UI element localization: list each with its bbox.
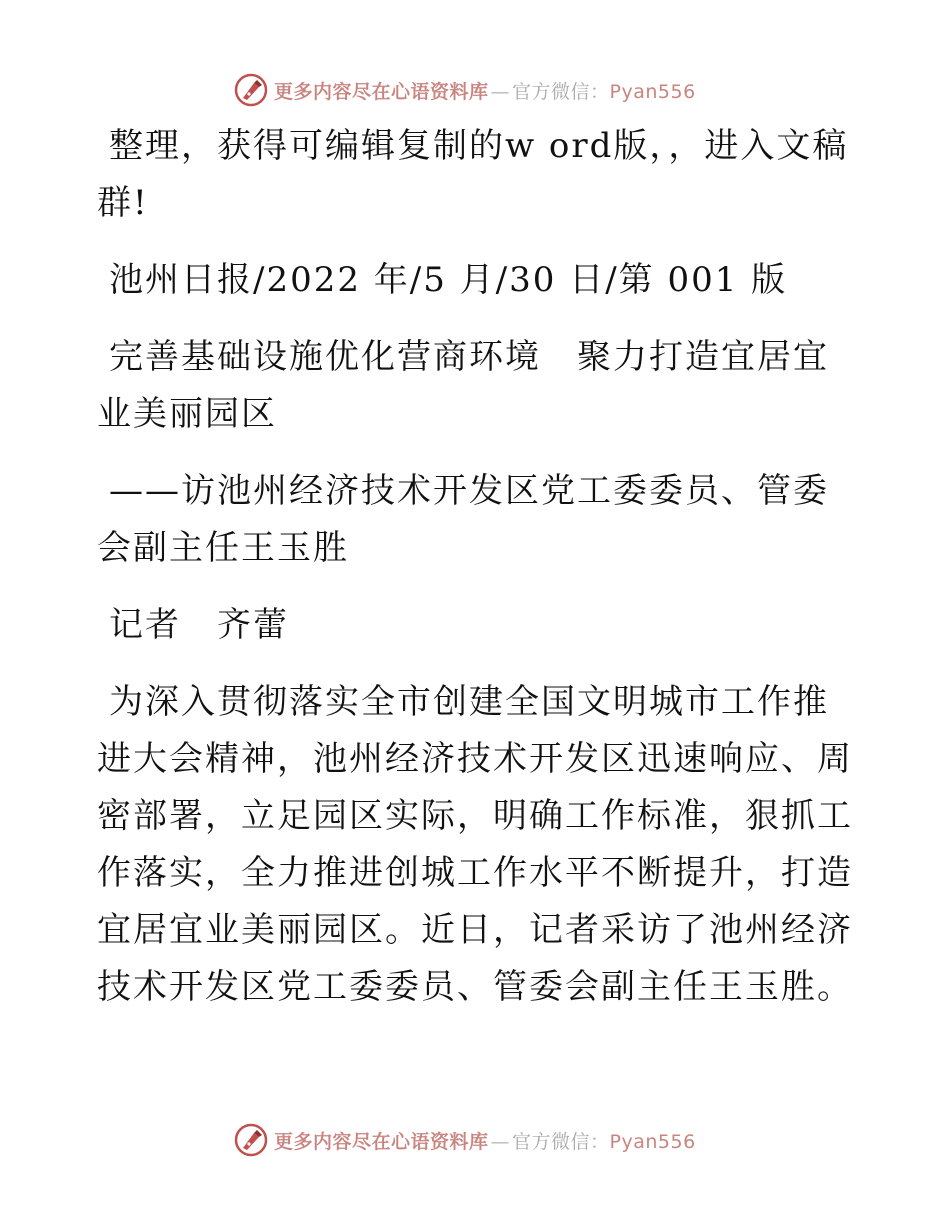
watermark-dash: — [490,80,511,103]
document-body [97,118,857,1036]
headline-text: 完善基础设施优化营商环境 聚力打造宜居宜业美丽园区 [97,337,829,434]
subheadline [97,463,857,577]
subheadline-text: ——访池州经济技术开发区党工委委员、管委会副主任王玉胜 [97,471,829,568]
intro-paragraph [97,118,857,232]
watermark-wechat-id: Pyan556 [609,80,696,103]
headline [97,329,857,443]
byline-text: 记者 齐蕾 [109,605,289,645]
byline [97,597,857,654]
watermark-header [234,72,696,108]
source-line [97,252,857,309]
watermark-site-text: 更多内容尽在心语资料库 [274,80,489,103]
watermark-dash: — [490,1130,511,1153]
intro-text: 整理，获得可编辑复制的w ord版，，进入文稿群! [97,126,849,223]
pen-nib-logo-icon [234,1123,268,1157]
body-paragraph [97,674,857,1016]
watermark-wechat-id: Pyan556 [609,1130,696,1153]
watermark-official-label: 官方微信： [512,80,610,103]
watermark-official-label: 官方微信： [512,1130,610,1153]
body-text: 为深入贯彻落实全市创建全国文明城市工作推进大会精神，池州经济技术开发区迅速响应、周密部署，立足园区实际，明确工作标准，狠抓工作落实，全力推进创城工作水平不断提升，打造宜居宜业美丽园区。近日，记者采访了池州经济技术开发区党工委委员、管委会副主任王玉胜。 [97,682,853,1007]
watermark-footer [234,1122,696,1158]
source-text: 池州日报/2022 年/5 月/30 日/第 001 版 [109,260,788,300]
pen-nib-logo-icon [234,73,268,107]
watermark-site-text: 更多内容尽在心语资料库 [274,1130,489,1153]
